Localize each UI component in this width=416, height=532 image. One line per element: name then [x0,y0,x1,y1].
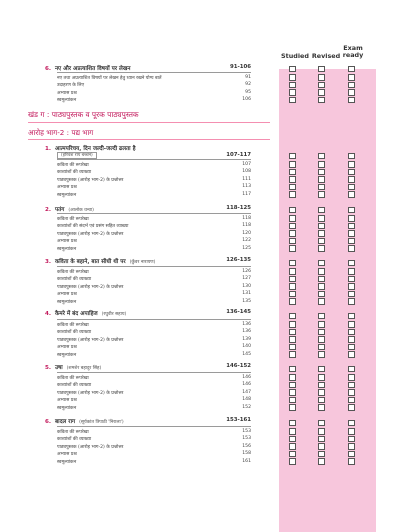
topic-exam-ready-checkbox[interactable] [348,428,355,435]
topic-studied-checkbox[interactable] [289,74,296,81]
chapter-page-range: 107-117 [226,152,251,158]
topic-exam-ready-checkbox[interactable] [348,176,355,183]
chapter-exam-ready-checkbox[interactable] [348,260,355,267]
chapter-topic: अभ्यास प्रश्न [57,292,77,298]
topic-page-number: 136 [242,321,251,327]
column-header-exam-ready: Exam ready [342,44,364,59]
chapter-rule [57,72,251,73]
topic-revised-checkbox[interactable] [318,215,325,222]
topic-studied-checkbox[interactable] [289,276,296,283]
topic-page-number: 118 [242,223,251,229]
topic-page-number: 118 [242,215,251,221]
chapter-exam-ready-checkbox[interactable] [348,366,355,373]
chapter-number: 3. [45,259,52,265]
topic-revised-checkbox[interactable] [318,436,325,443]
topic-page-number: 120 [242,230,251,236]
topic-studied-checkbox[interactable] [289,443,296,450]
topic-revised-checkbox[interactable] [318,344,325,351]
chapter-topic: पाठ्यपुस्तक (आरोह भाग-2) के प्रश्नोत्तर [57,444,124,450]
topic-studied-checkbox[interactable] [289,215,296,222]
topic-exam-ready-checkbox[interactable] [348,245,355,252]
chapter-topic: अभ्यास प्रश्न [57,452,77,458]
chapter-page-range: 91-106 [230,64,251,70]
topic-revised-checkbox[interactable] [318,97,325,104]
chapter-heading [45,309,126,317]
chapter-exam-ready-checkbox[interactable] [348,66,355,73]
chapter-rule [57,319,251,320]
topic-studied-checkbox[interactable] [289,436,296,443]
topic-studied-checkbox[interactable] [289,458,296,465]
topic-studied-checkbox[interactable] [289,351,296,358]
chapter-topic: अभ्यास प्रश्न [57,90,77,96]
topic-studied-checkbox[interactable] [289,397,296,404]
chapter-topic: काव्यांशों की व्याख्या [57,383,92,389]
topic-exam-ready-checkbox[interactable] [348,344,355,351]
chapter-heading [45,64,131,72]
topic-studied-checkbox[interactable] [289,291,296,298]
topic-page-number: 126 [242,268,251,274]
topic-revised-checkbox[interactable] [318,82,325,89]
topic-page-number: 111 [242,176,251,182]
chapter-revised-checkbox[interactable] [318,420,325,427]
topic-studied-checkbox[interactable] [289,89,296,96]
chapter-studied-checkbox[interactable] [289,420,296,427]
chapter-topic: स्वमूल्यांकन [57,246,77,252]
topic-page-number: 135 [242,298,251,304]
chapter-topic: पाठ्यपुस्तक (आरोह भाग-2) के प्रश्नोत्तर [57,231,124,237]
chapter-page-range: 153-161 [226,417,251,423]
chapter-revised-checkbox[interactable] [318,313,325,320]
chapter-author: (रघुवीर सहाय) [101,312,127,317]
topic-exam-ready-checkbox[interactable] [348,336,355,343]
topic-revised-checkbox[interactable] [318,191,325,198]
chapter-heading [45,205,94,213]
chapter-topic: अभ्यास प्रश्न [57,345,77,351]
topic-studied-checkbox[interactable] [289,223,296,230]
chapter-topic: काव्यांशों की संदर्भ एवं प्रसंग सहित व्याख्या [57,224,129,230]
topic-page-number: 153 [242,436,251,442]
topic-revised-checkbox[interactable] [318,382,325,389]
topic-page-number: 130 [242,283,251,289]
topic-page-number: 148 [242,397,251,403]
chapter-revised-checkbox[interactable] [318,66,325,73]
topic-exam-ready-checkbox[interactable] [348,298,355,305]
chapter-rule [57,372,251,373]
topic-studied-checkbox[interactable] [289,336,296,343]
topic-revised-checkbox[interactable] [318,458,325,465]
chapter-author: (सूर्यकांत त्रिपाठी 'निराला') [79,420,124,425]
chapter-title: कविता के बहाने, बात सीधी थी पर [54,259,126,265]
topic-exam-ready-checkbox[interactable] [348,276,355,283]
topic-revised-checkbox[interactable] [318,428,325,435]
topic-exam-ready-checkbox[interactable] [348,436,355,443]
topic-revised-checkbox[interactable] [318,443,325,450]
topic-revised-checkbox[interactable] [318,283,325,290]
topic-revised-checkbox[interactable] [318,276,325,283]
chapter-exam-ready-checkbox[interactable] [348,313,355,320]
topic-page-number: 146 [242,382,251,388]
chapter-exam-ready-checkbox[interactable] [348,420,355,427]
topic-exam-ready-checkbox[interactable] [348,191,355,198]
topic-revised-checkbox[interactable] [318,336,325,343]
topic-studied-checkbox[interactable] [289,82,296,89]
chapter-studied-checkbox[interactable] [289,153,296,160]
chapter-topic: काव्यांशों की व्याख्या [57,330,92,336]
chapter-author: (कुँवर नारायण) [129,260,156,265]
topic-studied-checkbox[interactable] [289,97,296,104]
topic-page-number: 92 [245,82,251,88]
topic-page-number: 127 [242,276,251,282]
chapter-heading [45,417,124,425]
topic-page-number: 107 [242,161,251,167]
topic-exam-ready-checkbox[interactable] [348,374,355,381]
topic-exam-ready-checkbox[interactable] [348,82,355,89]
topic-studied-checkbox[interactable] [289,374,296,381]
topic-page-number: 108 [242,169,251,175]
topic-exam-ready-checkbox[interactable] [348,184,355,191]
topic-exam-ready-checkbox[interactable] [348,230,355,237]
topic-revised-checkbox[interactable] [318,230,325,237]
part-heading: आरोह भाग-2 : पद्य भाग [28,128,94,137]
part-rule [28,139,270,140]
topic-page-number: 145 [242,351,251,357]
chapter-topic: कविता की रूपरेखा [57,375,89,381]
topic-revised-checkbox[interactable] [318,176,325,183]
chapter-revised-checkbox[interactable] [318,260,325,267]
topic-revised-checkbox[interactable] [318,223,325,230]
topic-exam-ready-checkbox[interactable] [348,223,355,230]
topic-page-number: 136 [242,329,251,335]
topic-page-number: 117 [242,191,251,197]
chapter-topic: स्वमूल्यांकन [57,98,77,104]
chapter-revised-checkbox[interactable] [318,153,325,160]
topic-page-number: 156 [242,443,251,449]
chapter-topic: स्वमूल्यांकन [57,352,77,358]
topic-studied-checkbox[interactable] [289,268,296,275]
chapter-heading [45,257,155,265]
topic-page-number: 140 [242,344,251,350]
chapter-topic: अभ्यास प्रश्न [57,185,77,191]
topic-exam-ready-checkbox[interactable] [348,74,355,81]
chapter-number: 6. [45,419,52,425]
chapter-topic: स्वमूल्यांकन [57,192,77,198]
topic-studied-checkbox[interactable] [289,176,296,183]
topic-revised-checkbox[interactable] [318,245,325,252]
topic-studied-checkbox[interactable] [289,329,296,336]
chapter-rule [57,159,251,160]
topic-revised-checkbox[interactable] [318,374,325,381]
chapter-topic: पाठ्यपुस्तक (आरोह भाग-2) के प्रश्नोत्तर [57,390,124,396]
topic-studied-checkbox[interactable] [289,283,296,290]
topic-revised-checkbox[interactable] [318,321,325,328]
chapter-studied-checkbox[interactable] [289,66,296,73]
chapter-title: आत्मपरिचय, दिन जल्दी-जल्दी ढलता है [54,146,136,152]
topic-studied-checkbox[interactable] [289,191,296,198]
topic-revised-checkbox[interactable] [318,291,325,298]
chapter-topic: नए तथा अप्रत्याशित विषयों पर लेखन हेतु ध्यान रखने योग्य बातें [57,75,162,81]
chapter-number: 1. [45,146,52,152]
topic-exam-ready-checkbox[interactable] [348,268,355,275]
section-rule [28,122,270,123]
topic-exam-ready-checkbox[interactable] [348,291,355,298]
chapter-topic: स्वमूल्यांकन [57,459,77,465]
topic-page-number: 125 [242,245,251,251]
topic-page-number: 131 [242,291,251,297]
chapter-heading [45,144,136,152]
topic-page-number: 153 [242,428,251,434]
topic-studied-checkbox[interactable] [289,404,296,411]
chapter-studied-checkbox[interactable] [289,366,296,373]
topic-revised-checkbox[interactable] [318,397,325,404]
topic-studied-checkbox[interactable] [289,161,296,168]
topic-page-number: 161 [242,458,251,464]
chapter-rule [57,213,251,214]
topic-revised-checkbox[interactable] [318,74,325,81]
chapter-topic: कविता की रूपरेखा [57,216,89,222]
chapter-revised-checkbox[interactable] [318,366,325,373]
chapter-studied-checkbox[interactable] [289,207,296,214]
topic-exam-ready-checkbox[interactable] [348,351,355,358]
topic-exam-ready-checkbox[interactable] [348,404,355,411]
topic-exam-ready-checkbox[interactable] [348,161,355,168]
chapter-topic: कविता की रूपरेखा [57,162,89,168]
chapter-author: (हरिवंश राय बच्चन) [57,152,97,159]
chapter-title: बादल राग [54,419,76,425]
topic-revised-checkbox[interactable] [318,329,325,336]
chapter-title: उषा [54,365,63,371]
chapter-exam-ready-checkbox[interactable] [348,207,355,214]
chapter-author: (शमशेर बहादुर सिंह) [66,366,102,371]
topic-revised-checkbox[interactable] [318,238,325,245]
topic-page-number: 91 [245,74,251,80]
chapter-number: 2. [45,207,52,213]
topic-revised-checkbox[interactable] [318,89,325,96]
topic-page-number: 147 [242,389,251,395]
topic-page-number: 146 [242,374,251,380]
topic-exam-ready-checkbox[interactable] [348,97,355,104]
topic-exam-ready-checkbox[interactable] [348,443,355,450]
topic-exam-ready-checkbox[interactable] [348,397,355,404]
topic-studied-checkbox[interactable] [289,230,296,237]
topic-exam-ready-checkbox[interactable] [348,458,355,465]
column-header-revised: Revised [311,52,341,60]
topic-exam-ready-checkbox[interactable] [348,389,355,396]
topic-revised-checkbox[interactable] [318,451,325,458]
topic-revised-checkbox[interactable] [318,184,325,191]
chapter-author: (आलोक धन्वा) [68,208,94,213]
chapter-topic: पाठ्यपुस्तक (आरोह भाग-2) के प्रश्नोत्तर [57,177,124,183]
chapter-exam-ready-checkbox[interactable] [348,153,355,160]
topic-revised-checkbox[interactable] [318,161,325,168]
topic-studied-checkbox[interactable] [289,238,296,245]
chapter-topic: काव्यांशों की व्याख्या [57,170,92,176]
chapter-number: 4. [45,311,52,317]
topic-studied-checkbox[interactable] [289,298,296,305]
chapter-topic: काव्यांशों की व्याख्या [57,277,92,283]
topic-page-number: 95 [245,89,251,95]
topic-studied-checkbox[interactable] [289,321,296,328]
topic-studied-checkbox[interactable] [289,245,296,252]
chapter-topic: कविता की रूपरेखा [57,269,89,275]
chapter-topic: पाठ्यपुस्तक (आरोह भाग-2) के प्रश्नोत्तर [57,337,124,343]
topic-revised-checkbox[interactable] [318,351,325,358]
chapter-topic: अभ्यास प्रश्न [57,398,77,404]
chapter-topic: काव्यांशों की व्याख्या [57,437,92,443]
topic-exam-ready-checkbox[interactable] [348,238,355,245]
chapter-title: कैमरे में बंद अपाहिज [54,311,98,317]
topic-exam-ready-checkbox[interactable] [348,321,355,328]
chapter-page-range: 146-152 [226,363,251,369]
topic-exam-ready-checkbox[interactable] [348,169,355,176]
chapter-topic: स्वमूल्यांकन [57,299,77,305]
topic-exam-ready-checkbox[interactable] [348,382,355,389]
topic-studied-checkbox[interactable] [289,382,296,389]
section-heading: खंड ग : पाठ्यपुस्तक व पूरक पाठ्यपुस्तक [28,110,139,119]
chapter-heading [45,363,101,371]
topic-studied-checkbox[interactable] [289,451,296,458]
topic-exam-ready-checkbox[interactable] [348,89,355,96]
topic-exam-ready-checkbox[interactable] [348,215,355,222]
topic-page-number: 139 [242,336,251,342]
topic-page-number: 152 [242,404,251,410]
topic-studied-checkbox[interactable] [289,184,296,191]
topic-page-number: 106 [242,97,251,103]
topic-revised-checkbox[interactable] [318,169,325,176]
topic-page-number: 122 [242,238,251,244]
chapter-title: नए और अप्रत्याशित विषयों पर लेखन [54,66,131,72]
chapter-topic: पाठ्यपुस्तक (आरोह भाग-2) के प्रश्नोत्तर [57,284,124,290]
topic-revised-checkbox[interactable] [318,298,325,305]
topic-studied-checkbox[interactable] [289,389,296,396]
topic-exam-ready-checkbox[interactable] [348,329,355,336]
topic-exam-ready-checkbox[interactable] [348,451,355,458]
chapter-page-range: 136-145 [226,309,251,315]
topic-studied-checkbox[interactable] [289,169,296,176]
chapter-title: पतंग [54,207,65,213]
chapter-number: 5. [45,365,52,371]
column-header-studied: Studied [281,52,309,60]
topic-studied-checkbox[interactable] [289,344,296,351]
chapter-rule [57,266,251,267]
chapter-page-range: 126-135 [226,257,251,263]
topic-revised-checkbox[interactable] [318,268,325,275]
chapter-topic: कविता की रूपरेखा [57,429,89,435]
chapter-topic: स्वमूल्यांकन [57,405,77,411]
chapter-rule [57,426,251,427]
chapter-page-range: 118-125 [226,205,251,211]
chapter-topic: कविता की रूपरेखा [57,322,89,328]
chapter-revised-checkbox[interactable] [318,207,325,214]
chapter-studied-checkbox[interactable] [289,260,296,267]
chapter-topic: उदाहरण के लिए [57,83,85,89]
chapter-topic: अभ्यास प्रश्न [57,239,77,245]
chapter-studied-checkbox[interactable] [289,313,296,320]
topic-page-number: 158 [242,451,251,457]
topic-exam-ready-checkbox[interactable] [348,283,355,290]
topic-revised-checkbox[interactable] [318,404,325,411]
chapter-number: 6. [45,66,52,72]
topic-revised-checkbox[interactable] [318,389,325,396]
topic-page-number: 113 [242,184,251,190]
topic-studied-checkbox[interactable] [289,428,296,435]
